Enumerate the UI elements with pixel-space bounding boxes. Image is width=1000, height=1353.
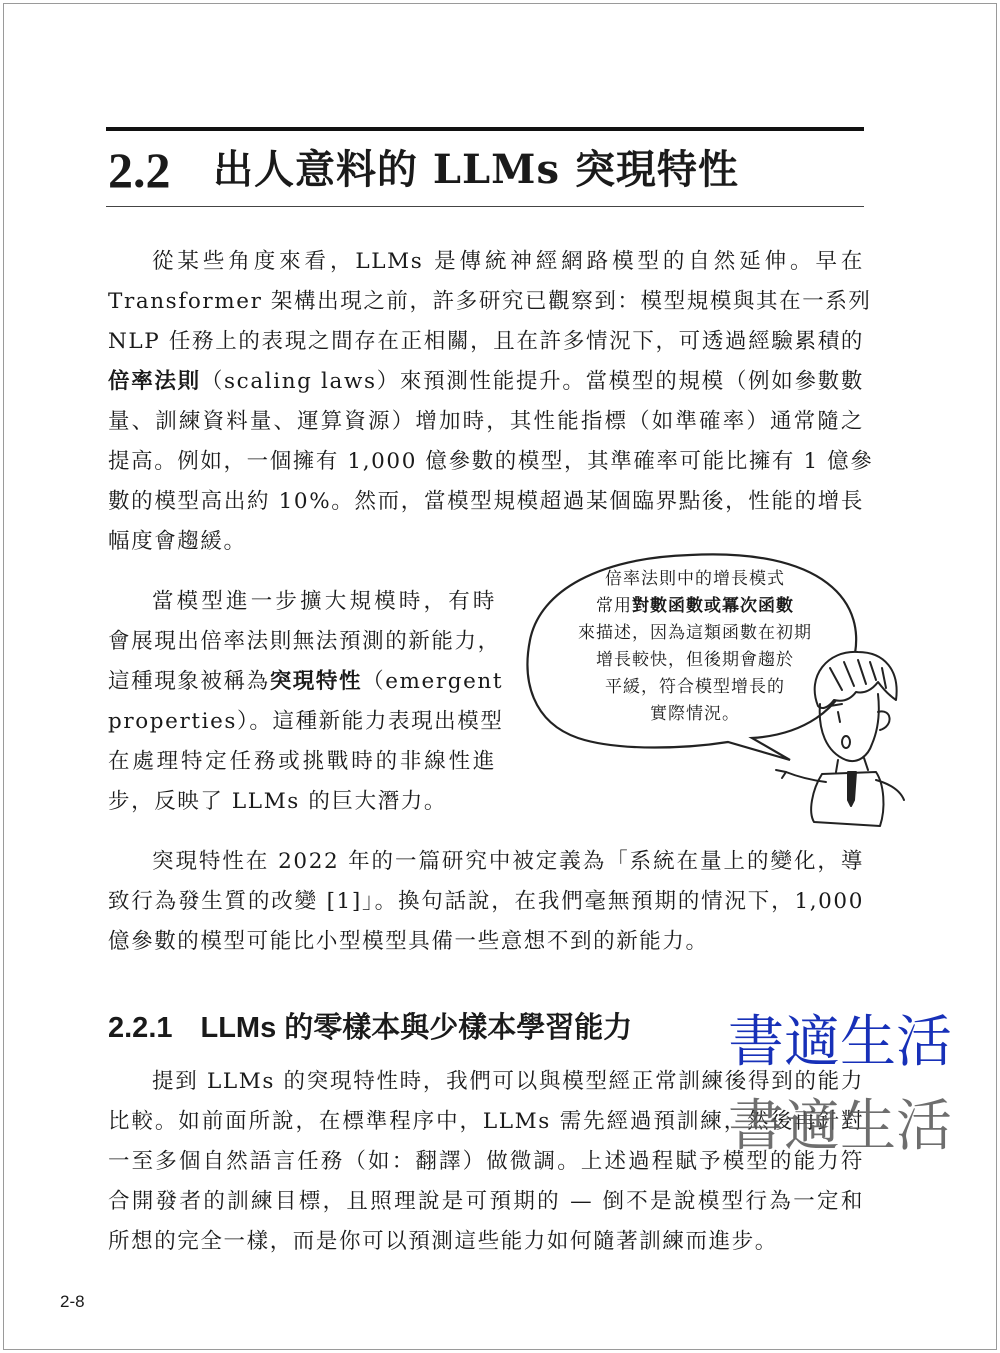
text-line: Transformer 架構出現之前，許多研究已觀察到：模型規模與其在一系列 bbox=[108, 289, 872, 314]
text-line: NLP 任務上的表現之間存在正相關，且在許多情況下，可透過經驗累積的 bbox=[108, 329, 864, 354]
paragraph-3 bbox=[108, 842, 864, 962]
text-line: 致行為發生質的改變 [1]」。換句話說，在我們毫無預期的情況下，1,000 bbox=[108, 889, 864, 914]
text-line: properties）。這種新能力表現出模型 bbox=[108, 709, 504, 734]
subsection-number: 2.2.1 bbox=[108, 1012, 173, 1044]
text-line: 從某些角度來看，LLMs 是傳統神經網路模型的自然延伸。早在 bbox=[152, 249, 864, 274]
bubble-bold-term: 對數函數或冪次函數 bbox=[632, 596, 794, 616]
bubble-line: 來描述，因為這類函數在初期 bbox=[578, 623, 812, 643]
watermark-top: 書適生活 bbox=[728, 1010, 952, 1075]
page-number: 2-8 bbox=[60, 1292, 85, 1311]
text-line: 幅度會趨緩。 bbox=[108, 529, 247, 554]
text-line: 會展現出倍率法則無法預測的新能力， bbox=[108, 629, 501, 654]
subsection-heading bbox=[108, 1008, 632, 1048]
bubble-line: 倍率法則中的增長模式 bbox=[605, 569, 785, 589]
text-line: 合開發者的訓練目標，且照理說是可預期的 — 倒不是說模型行為一定和 bbox=[108, 1189, 864, 1214]
watermark-bottom: 書適生活 bbox=[728, 1094, 952, 1159]
text-line: 突現特性在 2022 年的一篇研究中被定義為「系統在量上的變化，導 bbox=[152, 849, 864, 874]
section-title: 出人意料的 LLMs 突現特性 bbox=[213, 146, 739, 193]
bubble-line bbox=[545, 593, 845, 620]
bubble-line: 增長較快，但後期會趨於 bbox=[596, 650, 794, 670]
text-line: 比較。如前面所說，在標準程序中，LLMs 需先經過預訓練，然後再針對 bbox=[108, 1109, 864, 1134]
text-fragment: （emergent bbox=[362, 669, 504, 694]
text-line: 億參數的模型可能比小型模型具備一些意想不到的新能力。 bbox=[108, 929, 709, 954]
text-fragment: 這種現象被稱為 bbox=[108, 669, 270, 694]
text-line: 所想的完全一樣，而是你可以預測這些能力如何隨著訓練而進步。 bbox=[108, 1229, 778, 1254]
text-line: 提高。例如，一個擁有 1,000 億參數的模型，其準確率可能比擁有 1 億參 bbox=[108, 449, 874, 474]
text-line: 在處理特定任務或挑戰時的非線性進 bbox=[108, 749, 496, 774]
text-line: 一至多個自然語言任務（如：翻譯）做微調。上述過程賦予模型的能力符 bbox=[108, 1149, 864, 1174]
text-line: 步，反映了 LLMs 的巨大潛力。 bbox=[108, 789, 447, 814]
term-scaling-laws: 倍率法則 bbox=[108, 369, 201, 394]
text-line: 提到 LLMs 的突現特性時，我們可以與模型經正常訓練後得到的能力 bbox=[152, 1069, 864, 1094]
section-number: 2.2 bbox=[108, 142, 171, 198]
bubble-line: 平緩，符合模型增長的 bbox=[605, 677, 785, 697]
subsection-title: LLMs 的零樣本與少樣本學習能力 bbox=[200, 1012, 633, 1044]
bubble-fragment: 常用 bbox=[596, 596, 632, 616]
text-line: 量、訓練資料量、運算資源）增加時，其性能指標（如準確率）通常隨之 bbox=[108, 409, 864, 434]
text-line-rest: （scaling laws）來預測性能提升。當模型的規模（例如參數數 bbox=[200, 369, 864, 394]
paragraph-4 bbox=[108, 1062, 864, 1262]
text-line: 當模型進一步擴大規模時，有時 bbox=[152, 589, 496, 614]
speech-bubble-text bbox=[545, 566, 845, 728]
term-emergent: 突現特性 bbox=[269, 669, 363, 694]
text-line: 數的模型高出約 10%。然而，當模型規模超過某個臨界點後，性能的增長 bbox=[108, 489, 864, 514]
bubble-line: 實際情況。 bbox=[650, 704, 740, 724]
